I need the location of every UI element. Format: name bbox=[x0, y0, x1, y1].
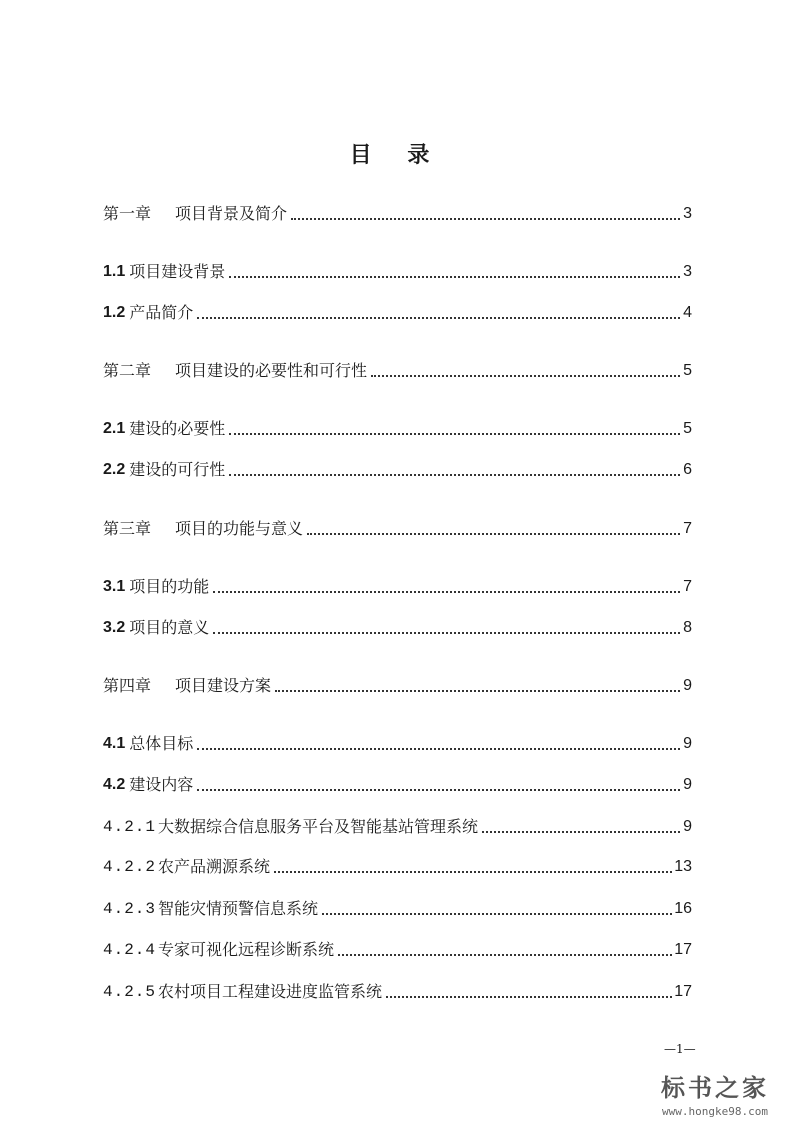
toc-entry-page: 17 bbox=[674, 983, 692, 1000]
toc-entry[interactable] bbox=[103, 936, 692, 960]
toc-entry-number: 4.2.2 bbox=[103, 858, 157, 876]
toc-entry-number: 第四章 bbox=[103, 676, 152, 695]
toc-entry-page: 5 bbox=[683, 420, 692, 437]
toc-entry-number: 4.2.5 bbox=[103, 983, 157, 1001]
toc-entry[interactable] bbox=[103, 853, 692, 877]
toc-leader-dots bbox=[275, 689, 680, 692]
toc-entry-text: 专家可视化远程诊断系统 bbox=[158, 940, 335, 959]
page-number: —1— bbox=[664, 1042, 696, 1056]
toc-entry-page: 9 bbox=[683, 818, 692, 835]
toc-entry-page: 5 bbox=[683, 362, 692, 379]
toc-entry-number: 4.1 bbox=[103, 735, 126, 752]
toc-entry[interactable] bbox=[103, 357, 692, 381]
toc-entry-text: 项目的意义 bbox=[129, 618, 210, 637]
toc-entry-number: 2.2 bbox=[103, 461, 126, 478]
toc-entry-page: 3 bbox=[683, 205, 692, 222]
toc-entry-page: 8 bbox=[683, 619, 692, 636]
toc-leader-dots bbox=[229, 473, 680, 476]
toc-entry[interactable] bbox=[103, 200, 692, 224]
toc-leader-dots bbox=[274, 870, 672, 873]
toc-entry-page: 7 bbox=[683, 578, 692, 595]
toc-leader-dots bbox=[322, 912, 672, 915]
toc-entry-number: 4.2.1 bbox=[103, 818, 157, 836]
toc-entry-text: 建设的可行性 bbox=[129, 460, 226, 479]
watermark-url: www.hongke98.com bbox=[662, 1105, 768, 1118]
toc-entry-text: 项目背景及简介 bbox=[175, 204, 288, 223]
toc-entry[interactable] bbox=[103, 895, 692, 919]
toc-entry[interactable] bbox=[103, 456, 692, 480]
watermark-logo bbox=[640, 1068, 790, 1118]
toc-entry[interactable] bbox=[103, 258, 692, 282]
toc-entry-page: 9 bbox=[683, 776, 692, 793]
toc-entry-page: 13 bbox=[674, 858, 692, 875]
toc-leader-dots bbox=[482, 830, 680, 833]
toc-entry-number: 4.2.3 bbox=[103, 900, 157, 918]
toc-entry-text: 项目建设背景 bbox=[129, 262, 226, 281]
toc-leader-dots bbox=[197, 747, 680, 750]
toc-entry-text: 项目建设方案 bbox=[175, 676, 272, 695]
toc-entry-page: 16 bbox=[674, 900, 692, 917]
toc-leader-dots bbox=[338, 953, 672, 956]
toc-entry-page: 6 bbox=[683, 461, 692, 478]
toc-entry[interactable] bbox=[103, 515, 692, 539]
toc-entry-text: 建设的必要性 bbox=[129, 419, 226, 438]
toc-entry-page: 7 bbox=[683, 520, 692, 537]
toc-entry-text: 项目的功能与意义 bbox=[175, 519, 304, 538]
toc-title: 目 录 bbox=[349, 143, 444, 168]
toc-entry[interactable] bbox=[103, 978, 692, 1002]
toc-entry-number: 4.2.4 bbox=[103, 941, 157, 959]
toc-entry-number: 1.1 bbox=[103, 263, 126, 280]
toc-entry-text: 总体目标 bbox=[129, 734, 194, 753]
toc-entry-number: 第三章 bbox=[103, 519, 152, 538]
toc-entry-page: 9 bbox=[683, 735, 692, 752]
toc-entry-number: 1.2 bbox=[103, 304, 126, 321]
toc-entry-number: 4.2 bbox=[103, 776, 126, 793]
toc-leader-dots bbox=[307, 532, 680, 535]
toc-entry-page: 17 bbox=[674, 941, 692, 958]
toc-leader-dots bbox=[291, 217, 680, 220]
toc-entry-page: 4 bbox=[683, 304, 692, 321]
toc-entry-number: 3.2 bbox=[103, 619, 126, 636]
toc-leader-dots bbox=[213, 590, 680, 593]
toc-leader-dots bbox=[197, 316, 680, 319]
toc-entry-number: 第二章 bbox=[103, 361, 152, 380]
toc-entry-page: 9 bbox=[683, 677, 692, 694]
toc-entry-number: 第一章 bbox=[103, 204, 152, 223]
toc-entry-page: 3 bbox=[683, 263, 692, 280]
toc-leader-dots bbox=[229, 275, 680, 278]
toc-entry[interactable] bbox=[103, 299, 692, 323]
toc-leader-dots bbox=[371, 374, 680, 377]
toc-entry-text: 产品简介 bbox=[129, 303, 194, 322]
toc-entry[interactable] bbox=[103, 813, 692, 837]
toc-entry[interactable] bbox=[103, 415, 692, 439]
toc-entry-text: 智能灾情预警信息系统 bbox=[158, 899, 319, 918]
toc-leader-dots bbox=[229, 432, 680, 435]
toc-entry[interactable] bbox=[103, 730, 692, 754]
watermark-brand: 标书之家 bbox=[661, 1074, 769, 1102]
toc-entry-text: 项目的功能 bbox=[129, 577, 210, 596]
toc-entry[interactable] bbox=[103, 573, 692, 597]
toc-entry-text: 农产品溯源系统 bbox=[158, 857, 271, 876]
toc-entry-text: 农村项目工程建设进度监管系统 bbox=[158, 982, 383, 1001]
toc-entry[interactable] bbox=[103, 771, 692, 795]
toc-entry-number: 3.1 bbox=[103, 578, 126, 595]
toc-entry-number: 2.1 bbox=[103, 420, 126, 437]
toc-leader-dots bbox=[386, 995, 672, 998]
toc-entry[interactable] bbox=[103, 614, 692, 638]
toc-leader-dots bbox=[197, 788, 680, 791]
toc-entry-text: 项目建设的必要性和可行性 bbox=[175, 361, 368, 380]
toc-entry-text: 建设内容 bbox=[129, 775, 194, 794]
toc-entry-text: 大数据综合信息服务平台及智能基站管理系统 bbox=[158, 817, 479, 836]
toc-leader-dots bbox=[213, 631, 680, 634]
toc-entry[interactable] bbox=[103, 672, 692, 696]
